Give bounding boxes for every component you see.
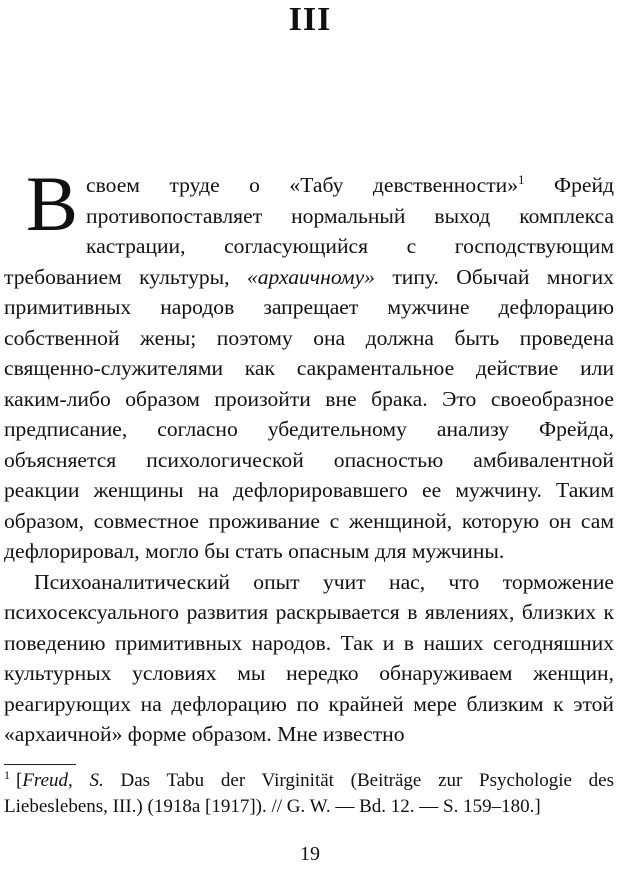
drop-cap: В xyxy=(26,160,79,247)
paragraph-1-opening: своем труде о «Табу девственности» xyxy=(86,173,519,197)
paragraph-2: Психоаналитический опыт учит нас, что торможение психосексуального развития раскрывается в явлениях, близких к поведению примитивных народов. Так и в наших сегодняшних культурных условиях мы нередко обнаруживаем женщин, реагирующих на дефлорацию по крайней мере близким к этой «архаичной» форме образом. Мне известно xyxy=(4,569,614,746)
paragraph-1-continuation: Фрейд противопоставляет нормальный выход комплекса кастрации, согласующийся с господствующим требованием культуры, xyxy=(4,173,614,289)
paragraph-1-emphasis: «архаичному» xyxy=(246,264,375,289)
main-text xyxy=(4,150,614,750)
footnote-divider xyxy=(4,764,76,765)
footnote-open-bracket: [ xyxy=(16,770,23,791)
paragraph-1-rest: типу. Обычай многих примитивных народов запрещает мужчине дефлорацию собственной жены; поэтому она должна быть проведена священно-служителями как сакраментальное действие или каким-либо образом произойти вне брака. Это своеобразное предписание, согласно убедительному анализу Фрейда, объясняется психологической опасностью амбивалентной реакции женщины на дефлорировавшего ее мужчину. Таким образом, совместное проживание с женщиной, которую он сам дефлорировал, могло бы стать опасным для мужчины. xyxy=(4,264,614,563)
footnote-reference[interactable]: 1 xyxy=(518,171,525,187)
footnote-mark: 1 xyxy=(4,767,10,782)
footnote-text: Das Tabu der Virginität (Beiträge zur Psychologie des Liebeslebens, III.) (1918a [1917]). // G. W. — Bd. 12. — S. 159–180.] xyxy=(4,770,614,817)
footnote-author: Freud, S. xyxy=(22,770,104,791)
chapter-title: III xyxy=(288,1,332,38)
page-number: 19 xyxy=(300,843,320,865)
paragraph-1 xyxy=(4,160,614,567)
footnote xyxy=(4,768,614,820)
